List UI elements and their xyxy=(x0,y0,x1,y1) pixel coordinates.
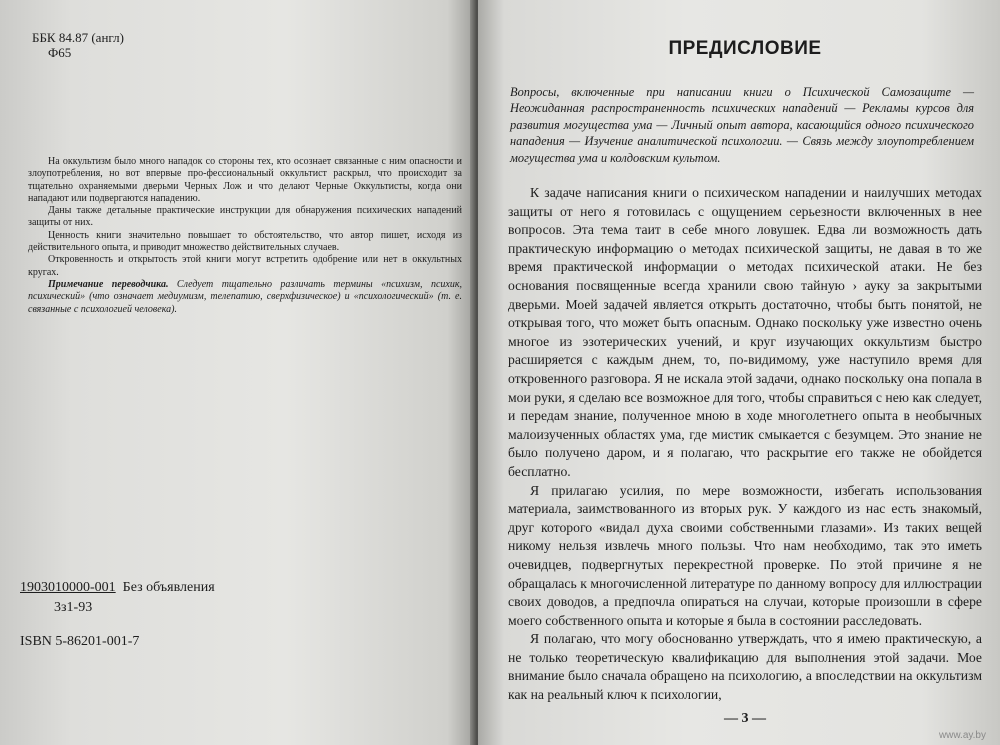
annotation-paragraph: Откровенность и открытость этой книги могут встретить одобрение или нет в оккультных кругах. xyxy=(28,254,462,278)
bbk-classification: ББК 84.87 (англ) xyxy=(32,30,124,45)
watermark: www.ay.by xyxy=(938,730,986,741)
translator-note-label: Примечание переводчика. xyxy=(48,278,169,290)
left-page xyxy=(0,0,476,745)
isbn: ISBN 5-86201-001-7 xyxy=(20,634,140,649)
page-number: — 3 — xyxy=(724,710,766,726)
publication-info xyxy=(20,578,215,652)
epigraph: Вопросы, включенные при написании книги о Психической Самозащите — Неожиданная распространенность психических нападений — Рекламы курсов для развития могущества ума — Личный опыт автора, касающийся одного психического нападения — Изучение аналитической психологии. — Связь между злоупотреблением могущества ума и колдовским культом. xyxy=(510,85,974,165)
translator-note xyxy=(28,279,462,316)
annotation-paragraph: На оккультизм было много нападок со стороны тех, кто осознает связанные с ним опасности и злоупотребления, но вот впервые про-фессиональный оккультист раскрыл, что происходит за тщательно охраняемыми дверьми Черных Лож и что делают Черные Оккультисты, когда они нападают или подвергаются нападению. xyxy=(28,156,462,204)
annotation xyxy=(28,156,462,316)
right-page xyxy=(478,0,1000,745)
author-code: Ф65 xyxy=(48,45,72,60)
body-paragraph: Я прилагаю усилия, по мере возможности, избегать использования материала, заимствованного из вторых рук. У каждого из нас есть знакомый, друг которого «видал духа своими собственными глазами». Из таких вещей никому нельзя извлечь много пользы. Что нам необходимо, так это иметь очевидцев, подвергнутых перекрестной проверке. По этой причине я не обращалась к многочисленной литературе по данному вопросу для иллюстрации своих доводов, а предпочла опираться на случаи, которые произошли в сфере моего собственного опыта и которые я была в состоянии расследовать. xyxy=(508,482,982,628)
publication-code: 3з1-93 xyxy=(54,600,93,615)
body-paragraph: Я полагаю, что могу обоснованно утверждать, что я имею практическую, а не только теоретическую квалификацию для выполнения этой задачи. Мое внимание было сначала обращено на психологию, а впоследствии на оккультизм как на реальный ключ к психологии, xyxy=(508,631,982,703)
publication-number: 1903010000-001 xyxy=(20,580,116,595)
body-text xyxy=(508,184,982,705)
translator-note-text: Следует тщательно различать термины «психизм, психик, психический» (что означает медиумизм, телепатию, сверхфизическое) и «психологический» (т. е. связанные с психологией человека). xyxy=(28,278,463,315)
publication-note: Без объявления xyxy=(122,580,215,595)
page-title: ПРЕДИСЛОВИЕ xyxy=(668,38,822,59)
annotation-paragraph: Ценность книги значительно повышает то обстоятельство, что автор пишет, исходя из действительного опыта, и приводит множество действительных случаев. xyxy=(28,229,462,254)
body-paragraph: К задаче написания книги о психическом нападении и наилучших методах защиты от него я готовилась с ощущением серьезности включенных в нее вопросов. Эта тема таит в себе много ловушек. Едва ли возможность дать практическую информацию о методах психической защиты, не давая в то же время практической информации о методах психической атаки. Не без основания посвященные всегда хранили свою тайную › ауку за закрытыми дверьми. Моей задачей является открыть достаточно, чтобы быть понятой, не открывая того, что может быть опасным. Однако поскольку уже известно очень многое из эзотерических учений, и круг изучающих оккультизм быстро расширяется с каждым днем, то, по-видимому, уже наступило время для откровенного разговора. Я не искала этой задачи, однако поскольку она попала в мои руки, я сделаю все возможное для того, чтобы справиться с нею как следует, и передам знание, полученное мною в ходе многолетнего опыта в необычных малоизученных областях ума, где мистик смыкается с безумцем. Это знание не было получено даром, и я полагаю, что раскрытие его также не обойдется бесплатно. xyxy=(508,185,982,479)
bbk-block xyxy=(32,30,462,60)
annotation-paragraph: Даны также детальные практические инструкции для обнаружения психических нападений защиты от них. xyxy=(28,205,462,229)
